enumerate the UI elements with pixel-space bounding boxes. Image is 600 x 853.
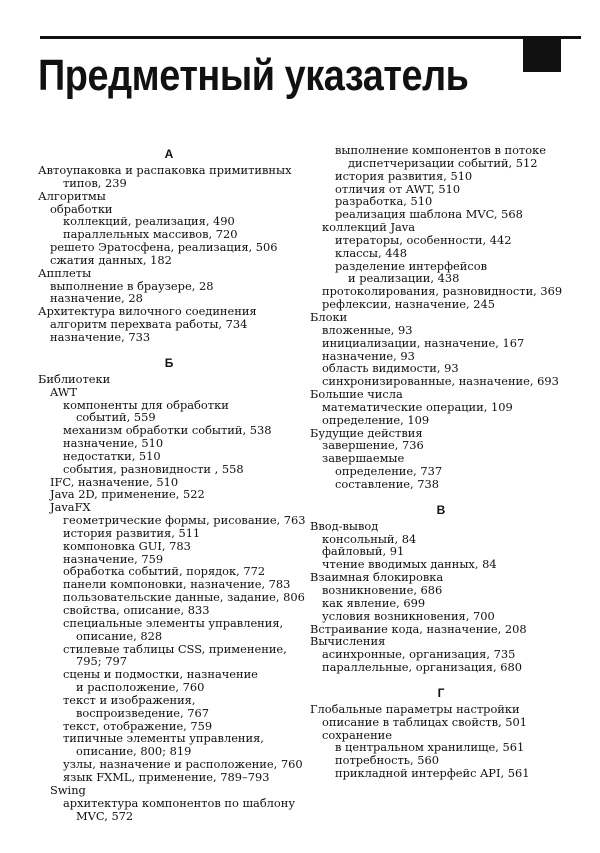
index-entry: архитектура компонентов по шаблону: [63, 795, 296, 810]
index-entry: IFC, назначение, 510: [50, 474, 179, 489]
index-entry: разработка, 510: [335, 194, 433, 209]
index-entry: обработка событий, порядок, 772: [63, 564, 266, 579]
index-entry: консольный, 84: [322, 531, 417, 546]
section-gap: [310, 674, 572, 683]
index-entry: прикладной интерфейс API, 561: [335, 766, 530, 781]
index-entry: выполнение в браузере, 28: [50, 278, 214, 293]
index-entry: параллельные, организация, 680: [322, 660, 522, 675]
index-entry: геометрические формы, рисование, 763: [63, 513, 306, 528]
index-entry: специальные элементы управления,: [63, 615, 284, 630]
section-letter: А: [164, 147, 174, 161]
index-entry: параллельных массивов, 720: [63, 227, 238, 242]
index-entry: область видимости, 93: [322, 361, 459, 376]
index-entry: отличия от AWT, 510: [335, 181, 461, 196]
header-rule: [40, 36, 581, 39]
index-entry: текст, отображение, 759: [63, 718, 213, 733]
section-letter: Г: [437, 685, 445, 700]
index-entry: стилевые таблицы CSS, применение,: [63, 641, 287, 656]
index-entry: коллекций, реализация, 490: [63, 214, 235, 229]
index-entry: решето Эратосфена, реализация, 506: [50, 240, 278, 255]
index-entry: воспроизведение, 767: [76, 705, 210, 720]
index-entry: AWT: [50, 384, 78, 399]
index-entry: компоненты для обработки: [63, 397, 229, 412]
index-entry: Апплеты: [38, 265, 92, 280]
index-entry: Алгоритмы: [38, 188, 106, 203]
index-entry: Java 2D, применение, 522: [50, 487, 205, 502]
index-entry: Библиотеки: [38, 371, 111, 386]
index-entry: сжатия данных, 182: [50, 252, 172, 267]
index-entry: назначение, 510: [63, 436, 164, 451]
index-entry: история развития, 510: [335, 168, 473, 183]
index-entry: реализация шаблона MVC, 568: [335, 207, 523, 222]
index-entry: Swing: [50, 782, 86, 797]
index-entry: сцены и подмостки, назначение: [63, 667, 258, 682]
section-letter: В: [436, 502, 446, 517]
index-entry: завершаемые: [322, 451, 405, 466]
index-entry: панели компоновки, назначение, 783: [63, 577, 291, 592]
section-gap: [310, 491, 572, 500]
index-entry: синхронизированные, назначение, 693: [322, 374, 559, 389]
corner-block: [523, 36, 561, 72]
index-entry: Ввод-вывод: [310, 518, 379, 533]
index-entry: инициализации, назначение, 167: [322, 335, 525, 350]
index-entry: типичные элементы управления,: [63, 731, 264, 746]
index-entry: Будущие действия: [310, 425, 423, 440]
index-entry: назначение, 93: [322, 348, 415, 363]
index-column-left: [38, 144, 306, 823]
index-entry: Взаимная блокировка: [310, 570, 444, 585]
index-entry: узлы, назначение и расположение, 760: [63, 757, 303, 772]
index-entry: свойства, описание, 833: [63, 603, 210, 617]
index-entry: завершение, 736: [322, 438, 424, 453]
index-entry: назначение, 28: [50, 291, 143, 306]
index-entry: файловый, 91: [322, 544, 405, 559]
section-letter: Б: [164, 355, 174, 370]
index-entry: назначение, 759: [63, 551, 164, 566]
index-entry: Большие числа: [310, 387, 403, 402]
index-entry: и реализации, 438: [348, 271, 460, 286]
index-entry: составление, 738: [335, 476, 440, 491]
index-entry: события, разновидности , 558: [63, 461, 244, 476]
index-entry: асинхронные, организация, 735: [322, 647, 516, 662]
index-entry: и расположение, 760: [76, 680, 205, 695]
index-entry: Вычисления: [310, 634, 386, 649]
index-entry: потребность, 560: [335, 753, 439, 768]
index-entry: разделение интерфейсов: [335, 258, 487, 273]
index-entry: обработки: [50, 201, 113, 216]
index-entry: JavaFX: [50, 500, 91, 515]
index-entry: сохранение: [322, 727, 393, 742]
index-entry: Автоупаковка и распаковка примитивных: [38, 163, 292, 177]
index-entry: недостатки, 510: [63, 448, 161, 463]
index-entry: как явление, 699: [322, 595, 426, 610]
index-entry: определение, 109: [322, 412, 430, 427]
section-gap: [38, 344, 300, 353]
index-entry: итераторы, особенности, 442: [335, 232, 512, 247]
page-title: Предметный указатель: [38, 51, 469, 100]
index-entry: описание, 828: [76, 628, 163, 643]
index-entry: событий, 559: [76, 410, 156, 425]
index-entry: в центральном хранилище, 561: [335, 740, 525, 755]
index-entry: Встраивание кода, назначение, 208: [310, 621, 527, 636]
index-entry: Блоки: [310, 309, 348, 324]
index-entry: алгоритм перехвата работы, 734: [50, 317, 248, 332]
index-entry: коллекций Java: [322, 220, 416, 235]
index-entry: условия возникновения, 700: [322, 608, 495, 623]
index-entry: 795; 797: [76, 654, 127, 669]
index-entry: назначение, 733: [50, 329, 151, 344]
index-entry: Архитектура вилочного соединения: [38, 304, 257, 319]
index-entry: текст и изображения,: [63, 692, 196, 707]
index-entry: описание в таблицах свойств, 501: [322, 714, 528, 729]
index-entry: классы, 448: [335, 245, 407, 260]
index-column-right: [310, 144, 572, 780]
index-entry: чтение вводимых данных, 84: [322, 557, 497, 572]
index-entry: язык FXML, применение, 789–793: [63, 769, 270, 784]
index-entry: механизм обработки событий, 538: [63, 423, 272, 438]
index-entry: возникновение, 686: [322, 583, 443, 597]
index-entry: математические операции, 109: [322, 399, 513, 414]
index-entry: типов, 239: [63, 175, 127, 190]
index-entry: пользовательские данные, задание, 806: [63, 590, 305, 605]
index-entry: описание, 800; 819: [76, 744, 192, 759]
index-entry: определение, 737: [335, 464, 443, 479]
index-entry: история развития, 511: [63, 525, 201, 540]
index-entry: вложенные, 93: [322, 322, 413, 337]
index-entry: компоновка GUI, 783: [63, 538, 191, 553]
index-entry: Глобальные параметры настройки: [310, 701, 520, 716]
index-entry: диспетчеризации событий, 512: [348, 155, 538, 170]
index-entry: протоколирования, разновидности, 369: [322, 284, 563, 299]
index-entry: выполнение компонентов в потоке: [335, 143, 546, 157]
index-entry: рефлексии, назначение, 245: [322, 297, 496, 312]
index-entry: MVC, 572: [76, 808, 134, 823]
